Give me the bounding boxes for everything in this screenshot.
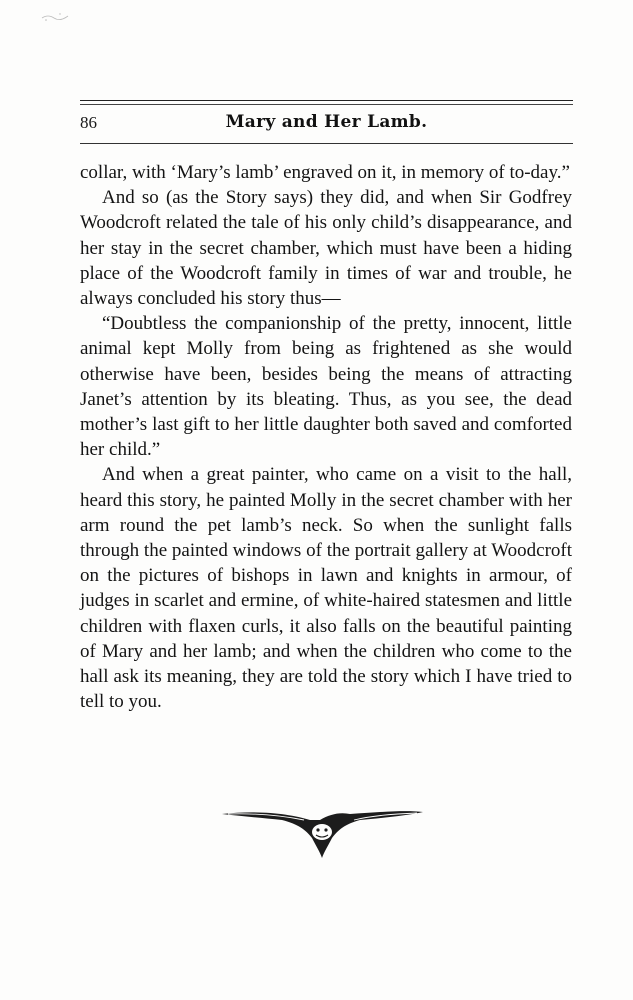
- paragraph: “Doubtless the companionship of the pretty, innocent, little animal kept Molly from being as frightened as she would otherwise have been, besides being the means of attracting Janet’s attention by its bleating. Thus, as you see, the dead mother’s last gift to her little daughter both saved and comforted her child.”: [80, 313, 572, 461]
- tailpiece-ornament-icon: [220, 808, 425, 860]
- body-text: [80, 160, 572, 714]
- page-header: [80, 100, 573, 144]
- print-speck-icon: [40, 10, 70, 24]
- running-title: Mary and Her Lamb.: [225, 112, 428, 132]
- header-rule-top: [80, 100, 573, 101]
- paragraph: collar, with ‘Mary’s lamb’ engraved on it, in memory of to-day.”: [80, 162, 570, 183]
- page-number: 86: [80, 113, 97, 132]
- paragraph: And so (as the Story says) they did, and when Sir Godfrey Woodcroft related the tale of his only child’s disappearance, and her stay in the secret chamber, which must have been a hiding place of the Woodcroft family in times of war and trouble, he always concluded his story thus—: [80, 187, 572, 310]
- paragraph: And when a great painter, who came on a visit to the hall, heard this story, he painted Molly in the secret chamber with her arm round the pet lamb’s neck. So when the sunlight falls through the painted windows of the portrait gallery at Woodcroft on the pictures of bishops in lawn and knights in armour, of judges in scarlet and ermine, of white-haired statesmen and little children with flaxen curls, it also falls on the beautiful painting of Mary and her lamb; and when the children who come to the hall ask its meaning, they are told the story which I have tried to tell to you.: [80, 464, 572, 713]
- header-rule-top-thin: [80, 104, 573, 105]
- header-rule-bottom: [80, 143, 573, 144]
